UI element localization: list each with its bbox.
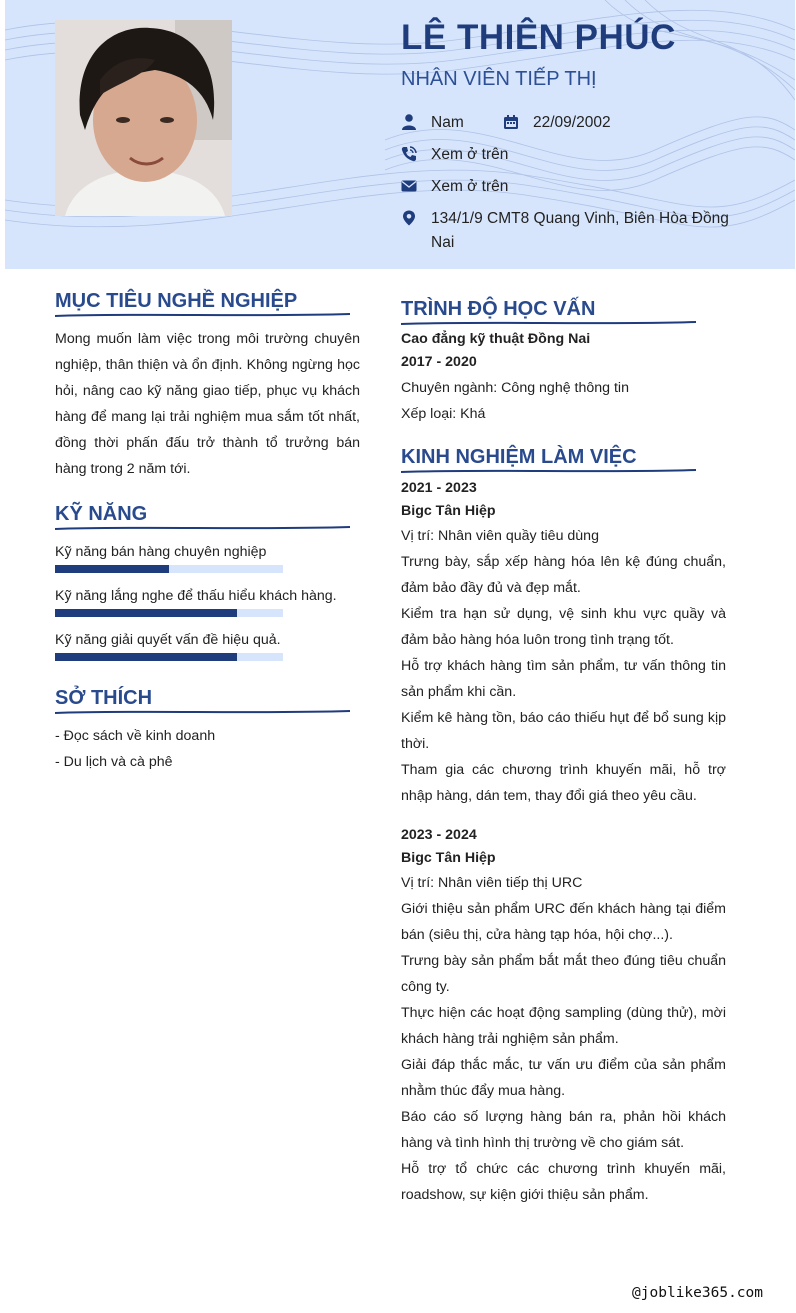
objective-text: Mong muốn làm việc trong môi trường chuyên nghiệp, thân thiện và ổn định. Không ngừng học hỏi, nâng cao kỹ năng giao tiếp, phục vụ khách hàng để mang lại trải nghiệm mua sắm tốt nhất, đồng thời phấn đấu trở thành tổ trưởng bán hàng trong 2 năm tới. <box>55 331 360 477</box>
phone-icon <box>401 146 417 162</box>
job-2-duty: Hỗ trợ tổ chức các chương trình khuyến mãi, roadshow, sự kiện giới thiệu sản phẩm. <box>401 1161 726 1203</box>
job-2-position: Vị trí: Nhân viên tiếp thị URC <box>401 875 583 891</box>
job-2-duty: Báo cáo số lượng hàng bán ra, phản hồi khách hàng và tình hình thị trường về cho giám sát. <box>401 1109 726 1151</box>
envelope-icon <box>401 178 417 194</box>
email-row <box>401 175 508 199</box>
education-years: 2017 - 2020 <box>401 354 477 370</box>
hobby-item: - Du lịch và cà phê <box>55 754 173 770</box>
job-2-duty: Giải đáp thắc mắc, tư vấn ưu điểm của sản phẩm nhằm thúc đẩy mua hàng. <box>401 1057 726 1099</box>
education-grade: Xếp loại: Khá <box>401 406 486 422</box>
experience-title: KINH NGHIỆM LÀM VIỆC <box>401 446 637 468</box>
address-value: 134/1/9 CMT8 Quang Vinh, Biên Hòa Đồng Nai <box>431 210 729 251</box>
job-2-duty: Trưng bày sản phẩm bắt mắt theo đúng tiêu chuẩn công ty. <box>401 953 726 995</box>
job-2-duty: Giới thiệu sản phẩm URC đến khách hàng tại điểm bán (siêu thị, cửa hàng tạp hóa, hội chợ...). <box>401 901 726 943</box>
job-1-position: Vị trí: Nhân viên quầy tiêu dùng <box>401 528 599 544</box>
objective-title: MỤC TIÊU NGHỀ NGHIỆP <box>55 290 298 312</box>
email-value: Xem ở trên <box>431 178 509 195</box>
job-1-duty: Trưng bày, sắp xếp hàng hóa lên kệ đúng chuẩn, đảm bảo đầy đủ và đẹp mắt. <box>401 554 726 596</box>
cv-page <box>5 0 795 1313</box>
skill-2-fill <box>55 609 237 617</box>
hobbies-title: SỞ THÍCH <box>55 687 153 709</box>
phone-value: Xem ở trên <box>431 146 509 163</box>
job-1-duty: Tham gia các chương trình khuyến mãi, hỗ trợ nhập hàng, dán tem, thay đổi giá theo yêu cầu. <box>401 762 726 804</box>
gender-row <box>401 111 464 135</box>
skill-2-bar <box>55 609 283 617</box>
watermark-text: @joblike365.com <box>632 1285 763 1301</box>
skill-1-bar <box>55 565 283 573</box>
skill-1-fill <box>55 565 169 573</box>
phone-row <box>401 143 508 167</box>
profile-photo <box>55 20 232 216</box>
skills-title-underline <box>55 524 350 532</box>
hobby-item: - Đọc sách về kinh doanh <box>55 728 216 744</box>
education-title-underline <box>401 319 696 327</box>
header-banner <box>5 0 795 269</box>
skill-1-label: Kỹ năng bán hàng chuyên nghiệp <box>55 544 267 560</box>
candidate-name: LÊ THIÊN PHÚC <box>401 18 676 57</box>
location-pin-icon <box>401 210 417 226</box>
hobbies-title-underline <box>55 708 350 716</box>
job-2-duty: Thực hiện các hoạt động sampling (dùng thử), mời khách hàng trải nghiệm sản phẩm. <box>401 1005 726 1047</box>
address-row <box>401 207 751 255</box>
skill-3-bar <box>55 653 283 661</box>
education-title: TRÌNH ĐỘ HỌC VẤN <box>401 298 596 320</box>
job-1-duty: Kiểm tra hạn sử dụng, vệ sinh khu vực quầy và đảm bảo hàng hóa luôn trong tình trạng tốt. <box>401 606 726 648</box>
education-school: Cao đẳng kỹ thuật Đồng Nai <box>401 331 591 347</box>
skill-3-fill <box>55 653 237 661</box>
job-2-period: 2023 - 2024 <box>401 827 477 843</box>
experience-title-underline <box>401 467 696 475</box>
skill-3-label: Kỹ năng giải quyết vấn đề hiệu quả. <box>55 632 281 648</box>
skill-2-label: Kỹ năng lắng nghe để thấu hiểu khách hàng. <box>55 588 337 604</box>
gender-value: Nam <box>431 114 464 131</box>
candidate-role: NHÂN VIÊN TIẾP THỊ <box>401 68 597 90</box>
skills-title: KỸ NĂNG <box>55 503 148 525</box>
job-1-duty: Hỗ trợ khách hàng tìm sản phẩm, tư vấn thông tin sản phẩm khi cần. <box>401 658 726 700</box>
job-1-duty: Kiểm kê hàng tồn, báo cáo thiếu hụt để bổ sung kịp thời. <box>401 710 726 752</box>
job-2-company: Bigc Tân Hiệp <box>401 850 496 866</box>
job-1-period: 2021 - 2023 <box>401 480 477 496</box>
job-1-company: Bigc Tân Hiệp <box>401 503 496 519</box>
person-icon <box>401 114 417 130</box>
education-major: Chuyên ngành: Công nghệ thông tin <box>401 380 629 396</box>
objective-title-underline <box>55 311 350 319</box>
birthdate-value: 22/09/2002 <box>533 114 611 131</box>
calendar-icon <box>503 114 519 130</box>
birthdate-row <box>503 111 611 135</box>
